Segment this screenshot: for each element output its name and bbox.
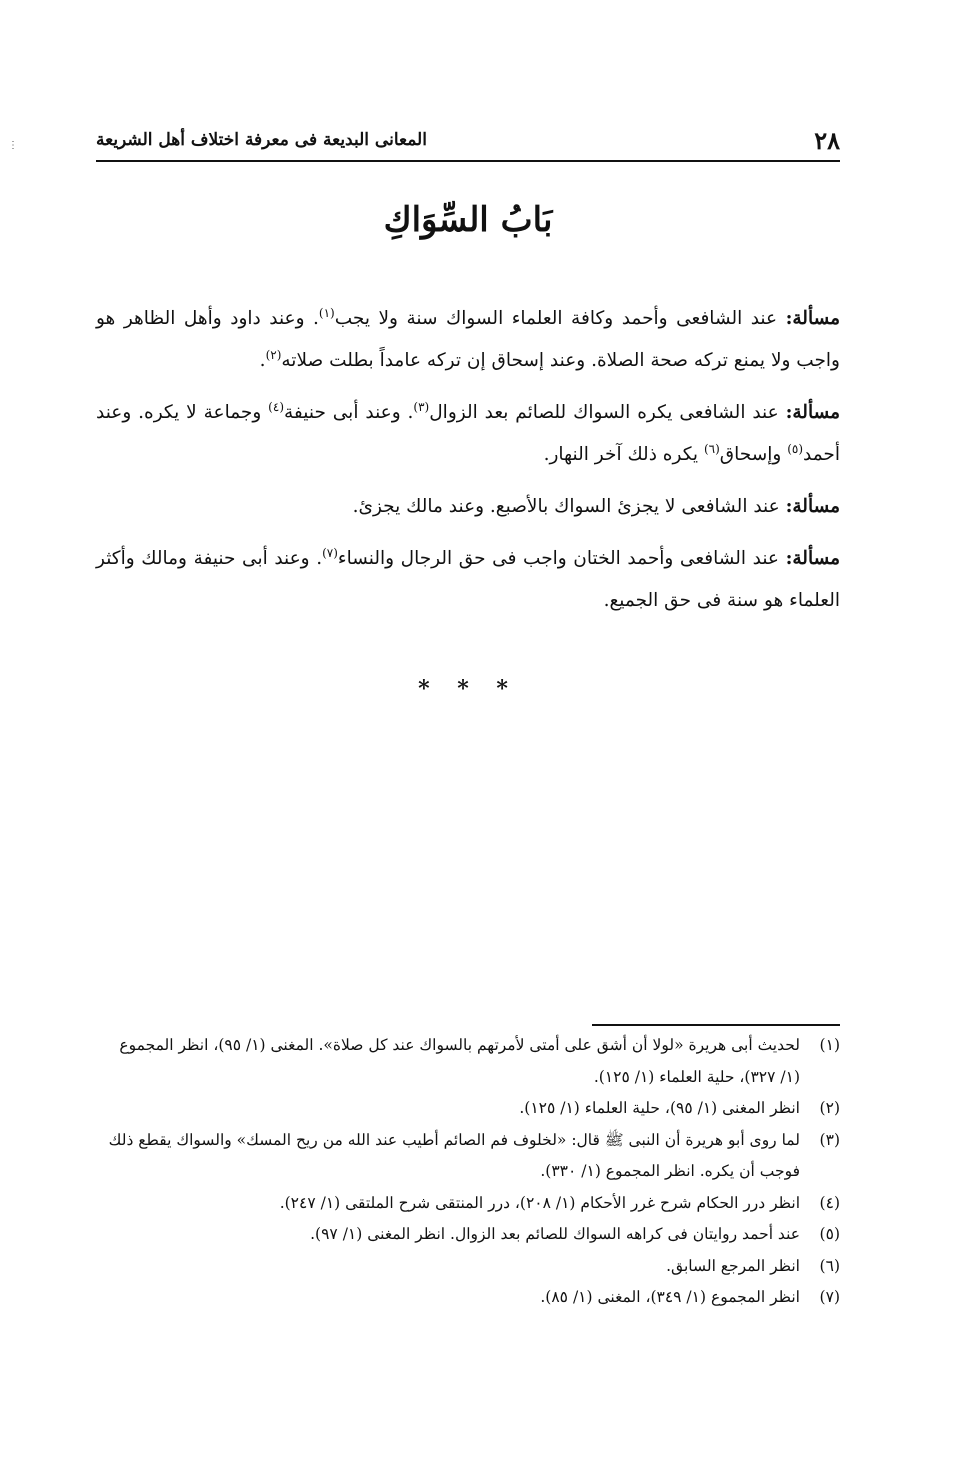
footnote-text: لحديث أبى هريرة «لولا أن أشق على أمتى لأمرتهم بالسواك عند كل صلاة». المغنى (١/ ٩٥)، انظر المجموع (١/ ٣٢٧)، حلية العلماء (١/ ١٢٥).	[119, 1036, 800, 1086]
issue-text: عند الشافعى لا يجزئ السواك بالأصبع. وعند مالك يجزئ.	[352, 496, 786, 517]
section-separator: * * *	[418, 676, 518, 702]
footnotes	[96, 1030, 840, 1314]
footnote-item	[96, 1093, 840, 1125]
footnote-text: عند أحمد روايتان فى كراهه السواك للصائم بعد الزوال. انظر المغنى (١/ ٩٧).	[310, 1225, 800, 1243]
footnote-text: انظر المرجع السابق.	[666, 1256, 800, 1275]
footnote-ref: (٥)	[787, 441, 804, 456]
body-text	[96, 298, 840, 632]
footnote-ref: (٣)	[413, 399, 430, 414]
footnote-text: انظر المغنى (١/ ٩٥)، حلية العلماء (١/ ١٢٥).	[519, 1099, 800, 1117]
footnote-text: انظر المجموع (١/ ٣٤٩)، المغنى (١/ ٨٥).	[540, 1288, 800, 1306]
issue-text: . وعند أبى حنيفة ومالك وأكثر العلماء هو سنة فى حق الجميع.	[96, 548, 840, 611]
footnote-number: (٢)	[819, 1099, 840, 1117]
footnote-text: انظر درر الحكام شرح غرر الأحكام (١/ ٢٠٨)، درر المنتقى شرح الملتقى (١/ ٢٤٧).	[279, 1193, 800, 1212]
issue-text: عند الشافعى وأحمد وكافة العلماء السواك سنة ولا يجب	[334, 308, 786, 329]
footnote-number: (٣)	[819, 1130, 840, 1149]
footnote-number: (٧)	[819, 1288, 840, 1306]
footnote-ref: (٤)	[268, 399, 284, 414]
footnote-number: (٦)	[819, 1256, 840, 1275]
running-header	[96, 122, 840, 158]
footnote-number: (١)	[819, 1036, 840, 1054]
footnote-ref: (٢)	[265, 347, 282, 362]
chapter-title: بَابُ السِّوَاكِ	[383, 200, 553, 240]
issue-text: عند الشافعى يكره السواك للصائم بعد الزوال	[429, 402, 786, 423]
issue-paragraph	[96, 298, 840, 382]
footnote-number: (٤)	[819, 1193, 840, 1212]
issue-paragraph	[96, 538, 840, 622]
issue-text: يكره ذلك آخر النهار.	[543, 444, 704, 465]
issue-text: عند الشافعى وأحمد الختان واجب فى حق الرجال والنساء	[337, 548, 786, 569]
issue-paragraph	[96, 392, 840, 476]
header-rule	[96, 160, 840, 162]
footnote-item	[96, 1030, 840, 1093]
issue-paragraph	[96, 486, 840, 528]
footnote-text: لما روى أبو هريرة أن النبى ﷺ قال: «لخلوف فم الصائم أطيب عند الله من ريح المسك» والسواك يقطع ذلك فوجب أن يكره. انظر المجموع (١/ ٣٣٠).	[108, 1130, 800, 1180]
footnote-number: (٥)	[819, 1225, 840, 1243]
issue-text: .	[259, 350, 266, 371]
margin-mark: ⋮	[8, 140, 18, 151]
footnote-rule	[592, 1024, 840, 1026]
issue-text: . وعند داود وأهل الظاهر هو واجب ولا يمنع تركه صحة الصلاة. وعند إسحاق إن تركه عامداً بطلت صلاته	[96, 308, 840, 371]
footnote-item	[96, 1219, 840, 1251]
page-number: ٢٨	[814, 125, 840, 155]
footnote-ref: (٧)	[322, 545, 338, 560]
footnote-ref: (١)	[318, 305, 335, 320]
issue-text: وإسحاق	[719, 444, 788, 465]
issue-label: مسألة:	[785, 308, 840, 329]
footnote-item	[96, 1282, 840, 1314]
footnote-item	[96, 1125, 840, 1188]
issue-label: مسألة:	[785, 548, 840, 569]
issue-text: . وعند أبى حنيفة	[284, 402, 414, 423]
issue-label: مسألة:	[785, 496, 840, 517]
issue-label: مسألة:	[785, 402, 840, 423]
footnote-item	[96, 1188, 840, 1220]
issue-text: وجماعة لا يكره. وعند أحمد	[96, 402, 840, 465]
footnote-ref: (٦)	[703, 441, 720, 456]
running-title: المعانى البديعة فى معرفة اختلاف أهل الشريعة	[96, 130, 427, 150]
footnote-item	[96, 1251, 840, 1283]
